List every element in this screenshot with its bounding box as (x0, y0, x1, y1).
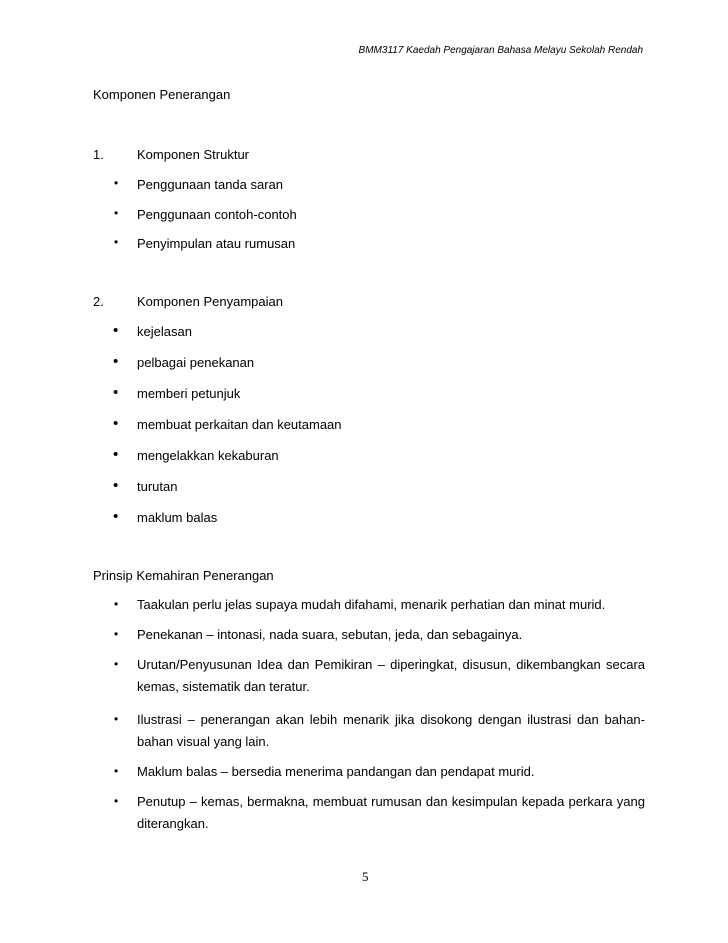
list-item: kejelasan (137, 324, 192, 339)
list-item: pelbagai penekanan (137, 355, 255, 370)
principle-item: Urutan/Penyusunan Idea dan Pemikiran – diperingkat, disusun, dikembangkan secara kemas, sistematik dan teratur. (137, 657, 645, 694)
group-label: Komponen Penyampaian (137, 294, 283, 309)
bullet-icon: • (114, 206, 119, 220)
list-item: membuat perkaitan dan keutamaan (137, 417, 342, 432)
bullet-icon: • (113, 446, 119, 463)
principle-item: Maklum balas – bersedia menerima pandangan dan pendapat murid. (137, 764, 535, 779)
list-item: Penggunaan contoh-contoh (137, 207, 297, 222)
bullet-icon: • (114, 712, 119, 726)
bullet-icon: • (113, 384, 119, 401)
bullet-icon: • (113, 508, 119, 525)
bullet-icon: • (113, 322, 119, 339)
section-title-prinsip: Prinsip Kemahiran Penerangan (93, 568, 274, 583)
principle-item: Penutup – kemas, bermakna, membuat rumusan dan kesimpulan kepada perkara yang diterangkan. (137, 794, 645, 831)
list-item: turutan (137, 479, 178, 494)
list-item: Penyimpulan atau rumusan (137, 236, 296, 251)
principle-item: Penekanan – intonasi, nada suara, sebutan, jeda, dan sebagainya. (137, 627, 523, 642)
bullet-icon: • (114, 794, 119, 808)
bullet-icon: • (114, 176, 119, 190)
bullet-icon: • (113, 477, 119, 494)
principle-item: Ilustrasi – penerangan akan lebih menarik jika disokong dengan ilustrasi dan bahan-bahan visual yang lain. (137, 712, 645, 749)
group-number: 1. (93, 147, 104, 162)
group-label: Komponen Struktur (137, 147, 250, 162)
bullet-icon: • (113, 353, 119, 370)
bullet-icon: • (114, 764, 119, 778)
list-item: Penggunaan tanda saran (137, 177, 284, 192)
bullet-icon: • (114, 657, 119, 671)
bullet-icon: • (114, 597, 119, 611)
group-number: 2. (93, 294, 104, 309)
section-title-komponen: Komponen Penerangan (93, 87, 231, 102)
running-header: BMM3117 Kaedah Pengajaran Bahasa Melayu Sekolah Rendah (358, 45, 643, 56)
bullet-icon: • (114, 627, 119, 641)
list-item: memberi petunjuk (137, 386, 241, 401)
list-item: mengelakkan kekaburan (137, 448, 279, 463)
bullet-icon: • (113, 415, 119, 432)
page-number: 5 (362, 869, 369, 884)
bullet-icon: • (114, 235, 119, 249)
list-item: maklum balas (137, 510, 218, 525)
principle-item: Taakulan perlu jelas supaya mudah difahami, menarik perhatian dan minat murid. (137, 597, 606, 612)
